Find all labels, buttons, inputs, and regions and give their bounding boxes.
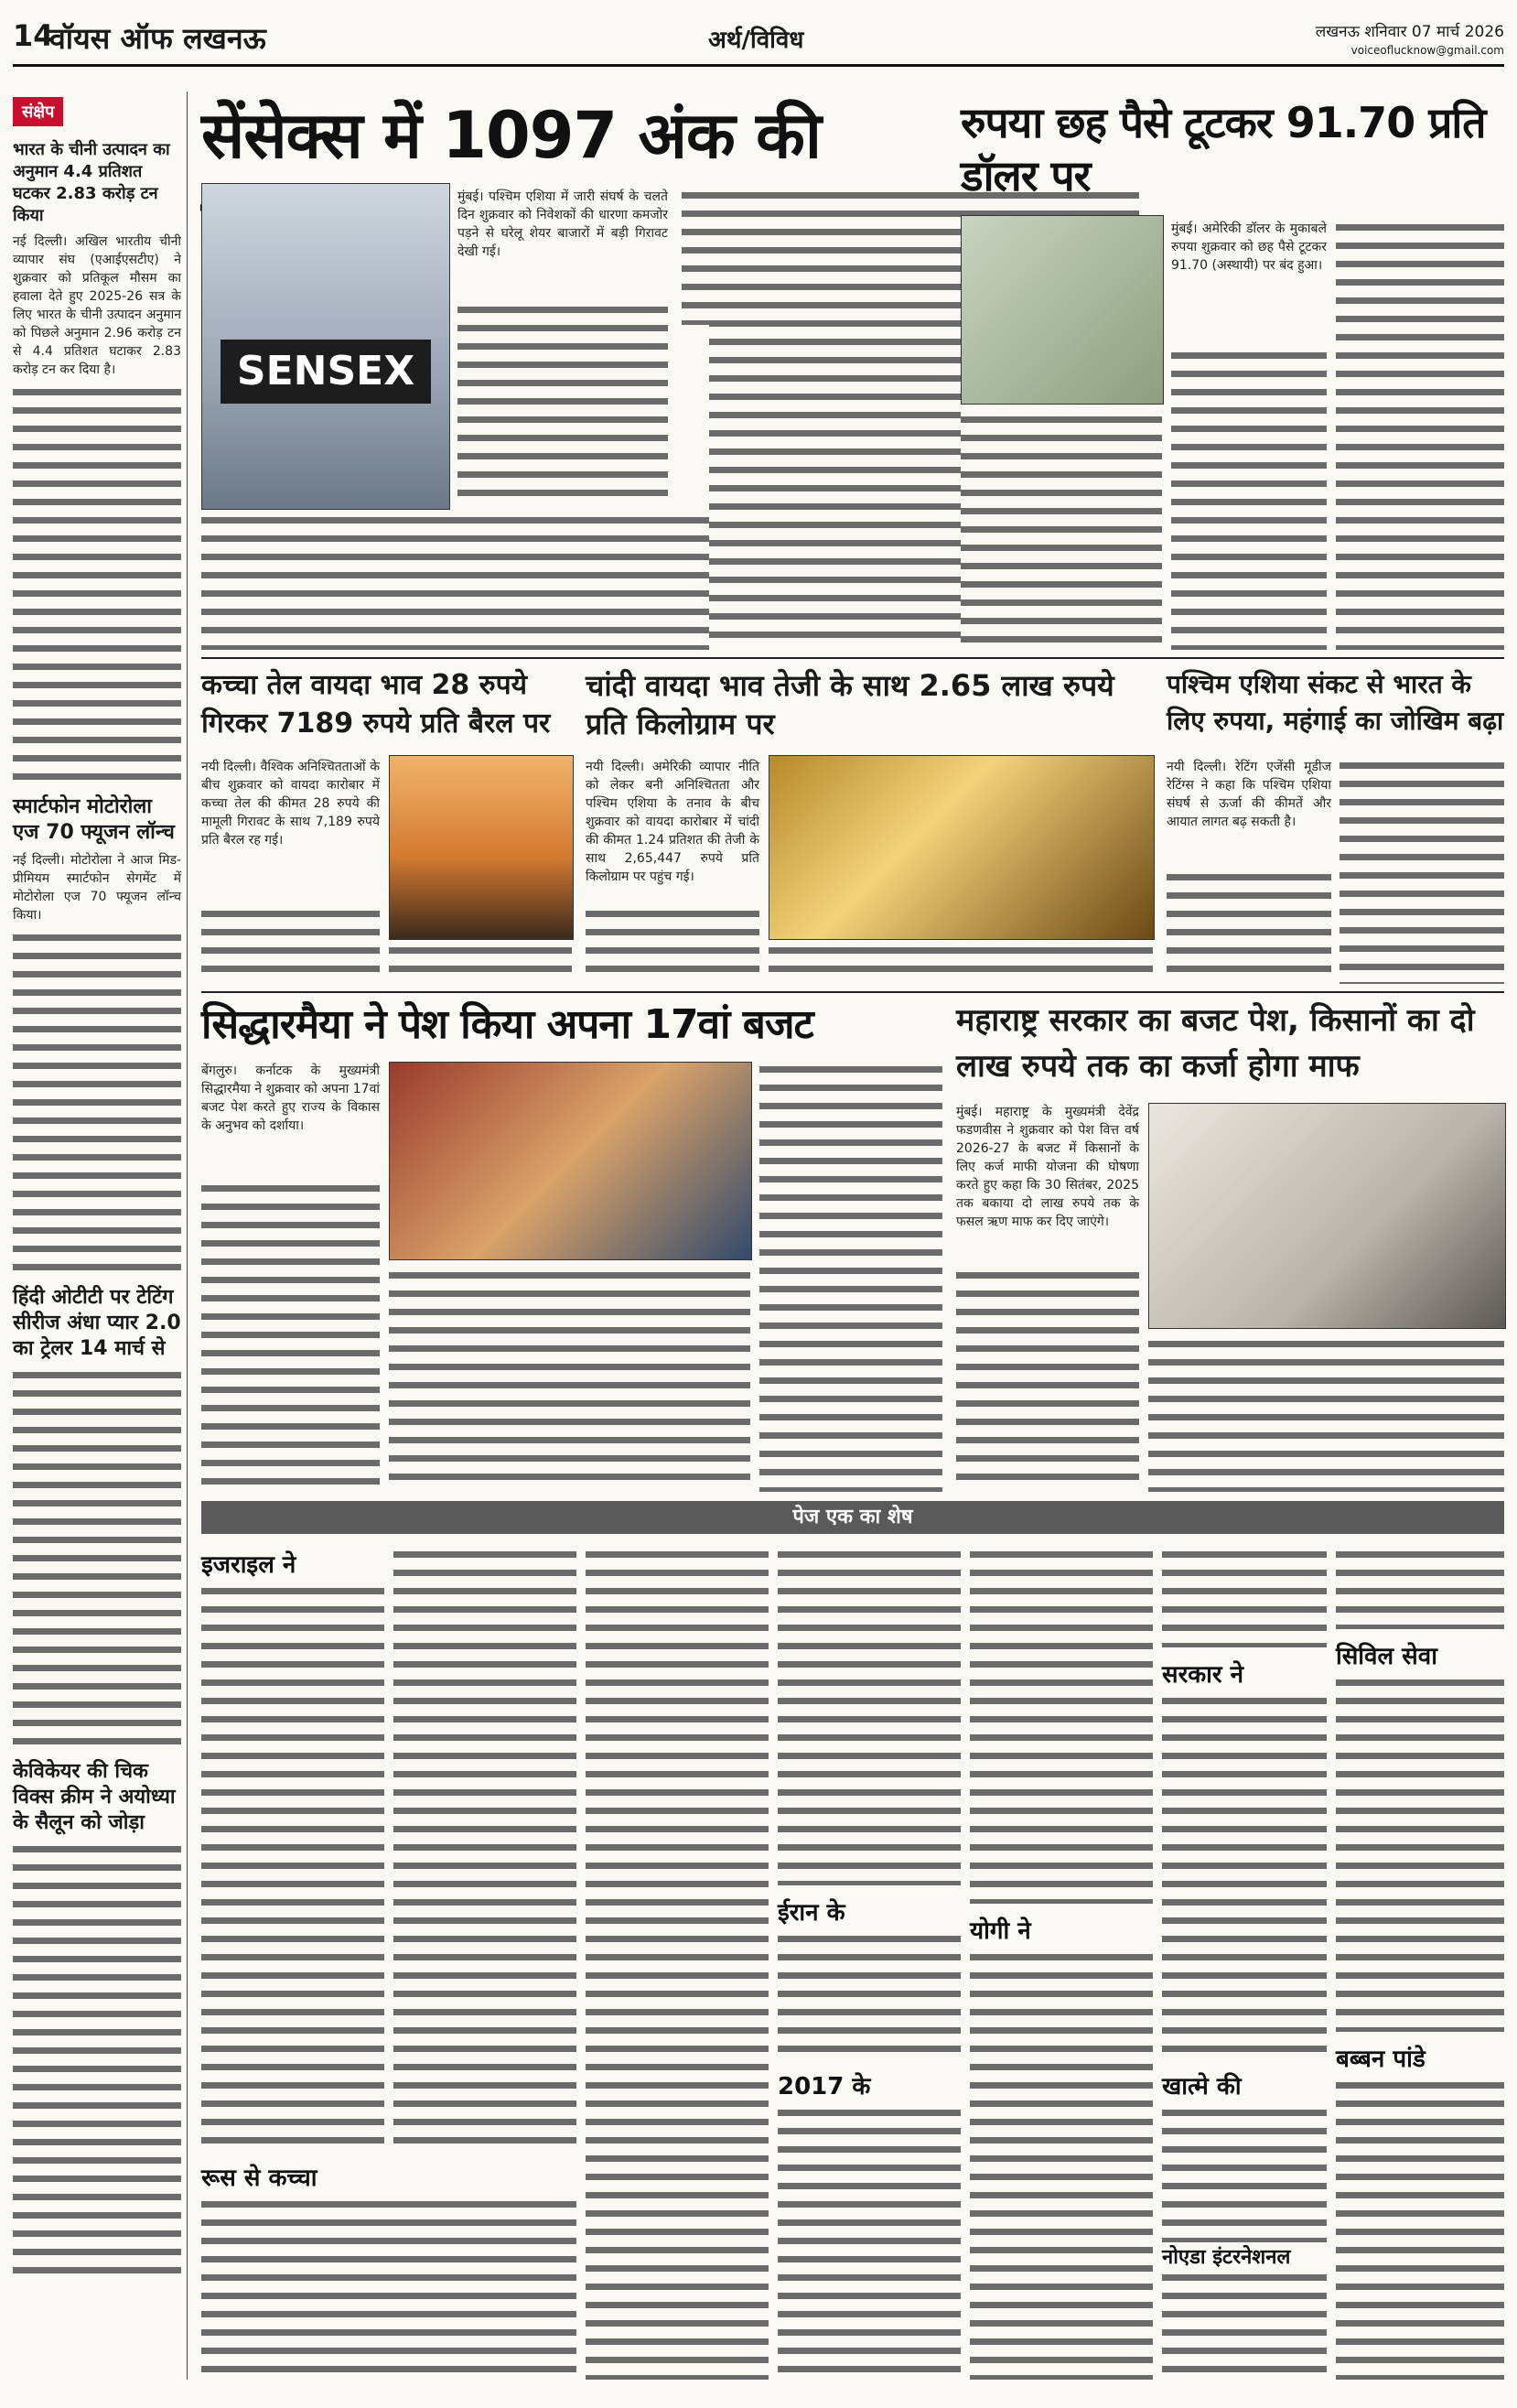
maharashtra-body-1 [956,1268,1139,1492]
maharashtra-headline: महाराष्ट्र सरकार का बजट पेश, किसानों का दो लाख रुपये तक का कर्जा होगा माफ [956,1002,1475,1085]
maharashtra-budget-photo [1148,1103,1506,1329]
cont-govt-title: सरकार ने [1162,1661,1244,1689]
cont-yogi-body [970,1949,1153,2380]
page-number: 14 [13,18,54,53]
cont-israel-title: इजराइल ने [201,1551,296,1579]
brief-title-sugar: भारत के चीनी उत्पादन का अनुमान 4.4 प्रतिशत घटकर 2.83 करोड़ टन किया [13,140,170,225]
cont-col3 [586,1547,769,2380]
cont-russ-title: रूस से कच्चा [201,2165,317,2192]
budget-body-2 [389,1268,750,1492]
cont-noida-title: नोएडा इंटरनेशनल [1162,2242,1336,2270]
crude-lead: नयी दिल्ली। वैश्विक अनिश्चितताओं के बीच शुक्रवार को वायदा कारोबार में कच्चा तेल की कीमत 28 रुपये की मामूली गिरावट के साथ 7,189 रुपये प्रति बैरल रह गई। [201,760,380,848]
west-asia-body-1 [1167,869,1331,984]
sensex-body-1 [457,302,668,508]
budget-body-1 [201,1181,380,1492]
cont-israel-body [201,1583,384,2151]
cont-russ-body [201,2197,576,2380]
cont-civil-title: सिविल सेवा [1336,1643,1437,1670]
sensex-sign: SENSEX [221,340,431,404]
west-asia-lead: नयी दिल्ली। रेटिंग एजेंसी मूडीज रेटिंग्स ने कहा कि पश्चिम एशिया संघर्ष से ऊर्जा की कीमतें और आयात लागत बढ़ सकती है। [1167,760,1331,829]
dollar-notes-photo [961,215,1164,405]
brief-body-cavinkare [13,1841,181,2281]
maharashtra-body-2 [1148,1336,1504,1492]
cont-yogi-title: योगी ने [970,1917,1031,1945]
silver-headline: चांदी वायदा भाव तेजी के साथ 2.65 लाख रुपये प्रति किलोग्राम पर [586,668,1114,741]
left-column-briefs [13,92,188,2380]
oil-pump-photo [389,755,574,940]
gold-jewellery-photo [769,755,1155,940]
budget-body-3 [759,1062,942,1492]
cont-babban-title: बब्बन पांडे [1336,2046,1426,2073]
brief-body-motorola [13,930,181,1278]
rupee-body-3 [1336,220,1504,650]
sensex-building-photo [201,183,450,510]
silver-lead: नयी दिल्ली। अमेरिकी व्यापार नीति को लेकर बनी अनिश्चितता और पश्चिम एशिया के तनाव के बीच शुक्रवार को वायदा कारोबार में चांदी की कीमत 1.24 प्रतिशत की तेजी के साथ 2,65,447 रुपये प्रति किलोग्राम पर पहुंच गई। [586,760,759,884]
brief-lead-sugar: नई दिल्ली। अखिल भारतीय चीनी व्यापार संघ (एआईएसटीए) ने शुक्रवार को प्रतिकूल मौसम का हवाला देते हुए 2025-26 सत्र के लिए भारत के चीनी उत्पादन अनुमान को पिछले अनुमान 2.96 करोड़ टन से 4.4 प्रतिशत घटाकर 2.83 करोड़ टन कर दिया है। [13,234,181,377]
crude-body-2 [389,943,572,984]
brief-lead-motorola: नई दिल्ली। मोटोरोला ने आज मिड-प्रीमियम स्मार्टफोन सेगमेंट में मोटोरोला एज 70 फ्यूजन लॉन्च किया। [13,853,181,923]
brief-title-cavinkare: केविकेयर की चिक विक्स क्रीम ने अयोध्या के सैलून को जोड़ा [13,1760,176,1834]
paper-name: वॉयस ऑफ लखनऊ [49,21,266,56]
cont-israel-body-2 [393,1547,576,2151]
rupee-body-1 [1171,348,1327,650]
issue-date: लखनऊ शनिवार 07 मार्च 2026 [1315,23,1504,41]
contact-email: voiceoflucknow@gmail.com [1350,44,1504,57]
maharashtra-lead: मुंबई। महाराष्ट्र के मुख्यमंत्री देवेंद्र फडणवीस ने शुक्रवार को पेश वित्त वर्ष 2026-27 के बजट में किसानों के लिए कर्ज माफी योजना की घोषणा करते हुए कहा कि 30 सितंबर, 2025 तक बकाया दो लाख रुपये तक के फसल ऋण माफ कर दिए जाएंगे। [956,1105,1139,1229]
sensex-headline: सेंसेक्स में 1097 अंक की [201,98,821,173]
west-asia-body-2 [1339,758,1504,984]
rupee-body-2 [961,412,1162,650]
budget-lead: बेंगलुरु। कर्नाटक के मुख्यमंत्री सिद्धारमैया ने शुक्रवार को अपना 17वां बजट पेश करते हुए राज्य के विकास के अनुभव को दर्शाया। [201,1064,380,1133]
cont-col4-a [778,1547,961,1885]
rupee-headline: रुपया छह पैसे टूटकर 91.70 प्रति डॉलर पर [961,98,1486,200]
silver-body-2 [769,943,1153,984]
cont-iran-title: ईरान के [778,1899,845,1927]
cont-2017-title: 2017 के [778,2073,871,2100]
brief-body-sugar [13,384,181,787]
rupee-lead: मुंबई। अमेरिकी डॉलर के मुकाबले रुपया शुक्रवार को छह पैसे टूटकर 91.70 (अस्थायी) पर बंद हुआ। [1171,221,1327,273]
brief-title-ott: हिंदी ओटीटी पर टेटिंग सीरीज अंधा प्यार 2.0 का ट्रेलर 14 मार्च से [13,1286,181,1360]
section-title: अर्थ/विविध [708,27,804,54]
cont-khatme-title: खात्मे की [1162,2073,1242,2100]
cont-babban-body [1336,2078,1504,2380]
divider-1 [201,657,1504,659]
cont-iran-body [778,1931,961,2059]
cont-2017-body [778,2105,961,2380]
brief-title-motorola: स्मार्टफोन मोटोरोला एज 70 फ्यूजन लॉन्च [13,795,175,844]
cont-civil-body [1336,1675,1504,2032]
masthead [13,13,1504,67]
west-asia-headline: पश्चिम एशिया संकट से भारत के लिए रुपया, महंगाई का जोखिम बढ़ा [1167,669,1504,736]
continuation-banner: पेज एक का शेष [201,1501,1504,1534]
sensex-lead: मुंबई। पश्चिम एशिया में जारी संघर्ष के चलते दिन शुक्रवार को निवेशकों की धारणा कमजोर पड़ने से घरेलू शेयर बाजारों में बड़ी गिरावट देखी गई। [457,189,668,259]
crude-body-1 [201,906,380,984]
divider-2 [201,991,1504,993]
siddaramaiah-budget-photo [389,1062,752,1260]
cont-col6-a [1162,1547,1327,1647]
cont-govt-body [1162,1693,1327,2059]
cont-col7-a [1336,1547,1504,1629]
briefs-tag: संक्षेप [13,97,63,126]
brief-body-ott [13,1367,181,1752]
crude-headline: कच्चा तेल वायदा भाव 28 रुपये गिरकर 7189 रुपये प्रति बैरल पर [201,669,551,740]
cont-col5-a [970,1547,1153,1904]
silver-body-1 [586,906,759,984]
budget-headline: सिद्धारमैया ने पेश किया अपना 17वां बजट [201,1001,813,1048]
